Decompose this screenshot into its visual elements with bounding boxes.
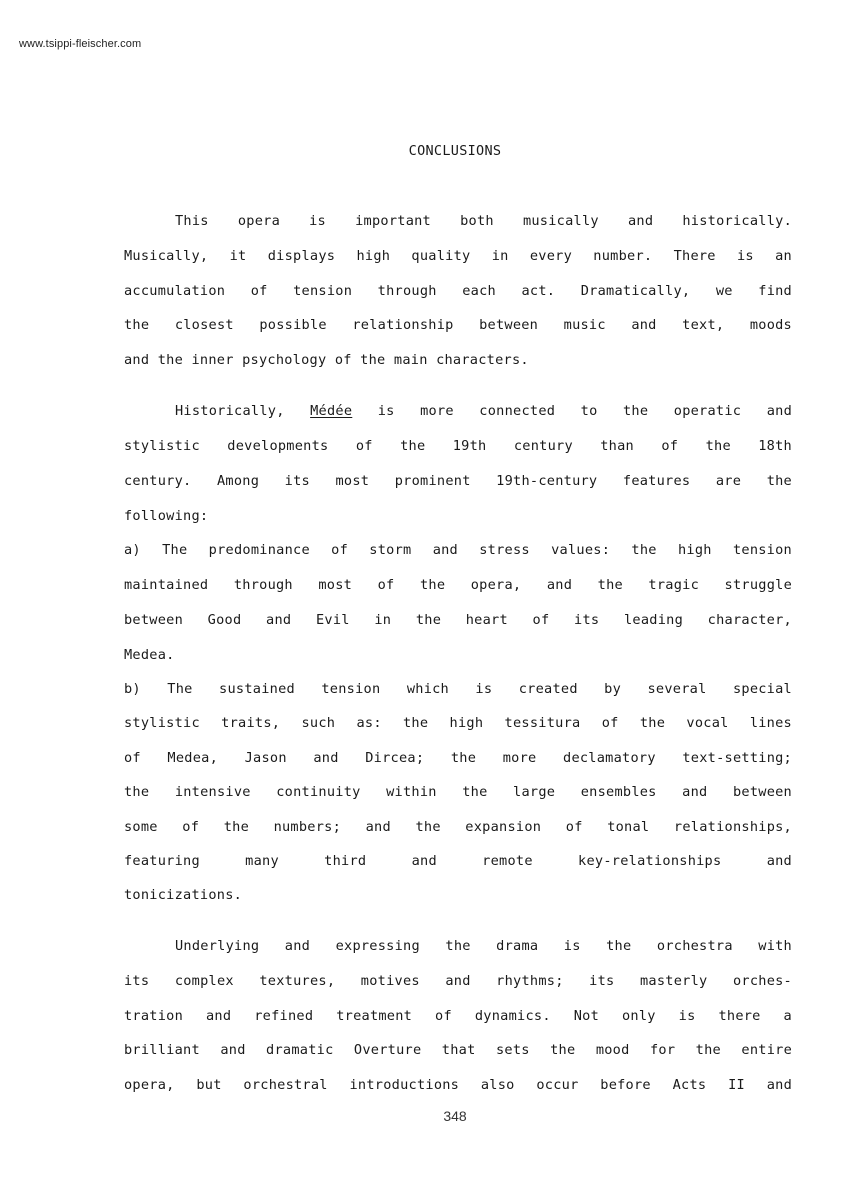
text-line: century. Among its most prominent 19th-century features are the (124, 473, 792, 489)
opera-title: Médée (310, 403, 353, 419)
text-line: some of the numbers; and the expansion of tonal relationships, (124, 819, 792, 835)
site-url[interactable]: www.tsippi-fleischer.com (19, 38, 142, 50)
text-line: and the inner psychology of the main characters. (124, 352, 529, 368)
text-line: Musically, it displays high quality in every number. There is an (124, 248, 792, 264)
text-line: featuring many third and remote key-relationships and (124, 853, 792, 869)
text-line: Underlying and expressing the drama is the orchestra with (175, 938, 792, 954)
text-segment: Historically, (175, 403, 311, 419)
text-line: the closest possible relationship between music and text, moods (124, 317, 792, 333)
text-line: Medea. (124, 647, 175, 663)
text-line: tonicizations. (124, 887, 243, 903)
text-line: tration and refined treatment of dynamics. Not only is there a (124, 1008, 792, 1024)
text-line: stylistic developments of the 19th century than of the 18th (124, 438, 792, 454)
text-line: a) The predominance of storm and stress values: the high tension (124, 542, 792, 558)
page-title: CONCLUSIONS (408, 143, 502, 159)
text-line: the intensive continuity within the large ensembles and between (124, 784, 792, 800)
text-line: its complex textures, motives and rhythms; its masterly orches- (124, 973, 792, 989)
page-number: 348 (443, 1108, 467, 1124)
text-line: maintained through most of the opera, and the tragic struggle (124, 577, 792, 593)
text-line: brilliant and dramatic Overture that sets the mood for the entire (124, 1042, 792, 1058)
text-line: b) The sustained tension which is created by several special (124, 681, 792, 697)
text-line: stylistic traits, such as: the high tessitura of the vocal lines (124, 715, 792, 731)
text-line: of Medea, Jason and Dircea; the more declamatory text-setting; (124, 750, 792, 766)
text-segment: is more connected to the operatic and (352, 403, 792, 419)
text-line (175, 402, 792, 420)
text-line: accumulation of tension through each act. Dramatically, we find (124, 283, 792, 299)
text-line: following: (124, 508, 209, 524)
text-line: This opera is important both musically and historically. (175, 213, 792, 229)
text-line: between Good and Evil in the heart of its leading character, (124, 612, 792, 628)
text-line: opera, but orchestral introductions also occur before Acts II and (124, 1077, 792, 1093)
